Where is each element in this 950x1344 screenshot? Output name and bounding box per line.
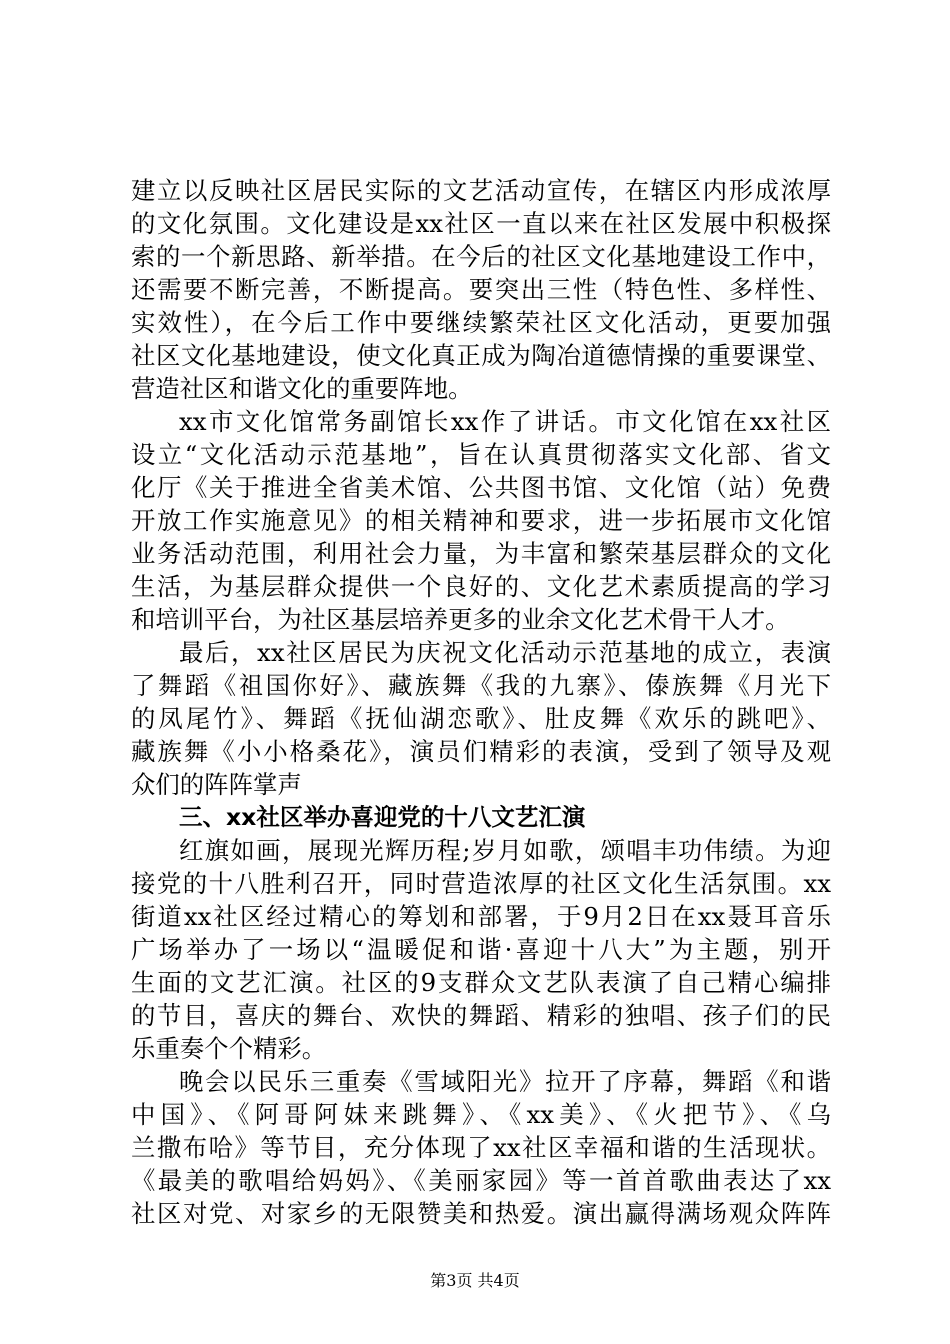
text-line: 的节目，喜庆的舞台、欢快的舞蹈、精彩的独唱、孩子们的民: [131, 1001, 831, 1030]
text-line: 开放工作实施意见》的相关精神和要求，进一步拓展市文化馆: [131, 506, 831, 535]
text-line: 的凤尾竹》、舞蹈《抚仙湖恋歌》、肚皮舞《欢乐的跳吧》、: [131, 704, 831, 733]
text-line: 《最美的歌唱给妈妈》、《美丽家园》等一首首歌曲表达了xx: [131, 1166, 831, 1195]
page-footer: 第3页 共4页: [430, 1271, 520, 1290]
text-line: xx市文化馆常务副馆长xx作了讲话。市文化馆在xx社区: [179, 407, 831, 436]
text-line: 生活，为基层群众提供一个良好的、文化艺术素质提高的学习: [131, 572, 831, 601]
text-line: 最后，xx社区居民为庆祝文化活动示范基地的成立，表演: [179, 638, 831, 667]
text-line: 众们的阵阵掌声: [131, 770, 302, 799]
text-line: 街道xx社区经过精心的筹划和部署，于9月2日在xx聂耳音乐: [131, 902, 831, 931]
text-line: 还需要不断完善，不断提高。要突出三性（特色性、多样性、: [131, 275, 831, 304]
text-line: 接党的十八胜利召开，同时营造浓厚的社区文化生活氛围。xx: [131, 869, 831, 898]
text-line: 实效性），在今后工作中要继续繁荣社区文化活动，更要加强: [131, 308, 831, 337]
text-line: 业务活动范围，利用社会力量，为丰富和繁荣基层群众的文化: [131, 539, 831, 568]
text-line: 乐重奏个个精彩。: [131, 1034, 327, 1063]
text-line: 兰撒布哈》等节目，充分体现了xx社区幸福和谐的生活现状。: [131, 1133, 831, 1162]
text-line: 社区对党、对家乡的无限赞美和热爱。演出赢得满场观众阵阵: [131, 1199, 831, 1228]
text-line: 化厅《关于推进全省美术馆、公共图书馆、文化馆（站）免费: [131, 473, 831, 502]
text-line: 和培训平台，为社区基层培养更多的业余文化艺术骨干人才。: [131, 605, 790, 634]
text-line: 生面的文艺汇演。社区的9支群众文艺队表演了自己精心编排: [131, 968, 831, 997]
text-line: 建立以反映社区居民实际的文艺活动宣传，在辖区内形成浓厚: [131, 176, 831, 205]
text-line: 中国》、《阿哥阿妹来跳舞》、《xx美》、《火把节》、《乌: [131, 1100, 831, 1129]
text-line: 了舞蹈《祖国你好》、藏族舞《我的九寨》、傣族舞《月光下: [131, 671, 831, 700]
text-line: 设立“文化活动示范基地”，旨在认真贯彻落实文化部、省文: [131, 440, 831, 469]
text-line: 藏族舞《小小格桑花》，演员们精彩的表演，受到了领导及观: [131, 737, 831, 766]
text-line: 索的一个新思路、新举措。在今后的社区文化基地建设工作中，: [131, 242, 831, 271]
section-heading: 三、xx社区举办喜迎党的十八文艺汇演: [179, 803, 586, 831]
document-body: [131, 174, 831, 1230]
text-line: 营造社区和谐文化的重要阵地。: [131, 374, 473, 403]
text-line: 晚会以民乐三重奏《雪域阳光》拉开了序幕，舞蹈《和谐: [179, 1067, 831, 1096]
text-line: 社区文化基地建设，使文化真正成为陶冶道德情操的重要课堂、: [131, 341, 831, 370]
text-line: 的文化氛围。文化建设是xx社区一直以来在社区发展中积极探: [131, 209, 831, 238]
text-line: 广场举办了一场以“温暖促和谐·喜迎十八大”为主题，别开: [131, 935, 831, 964]
text-line: 红旗如画，展现光辉历程;岁月如歌，颂唱丰功伟绩。为迎: [179, 836, 831, 865]
